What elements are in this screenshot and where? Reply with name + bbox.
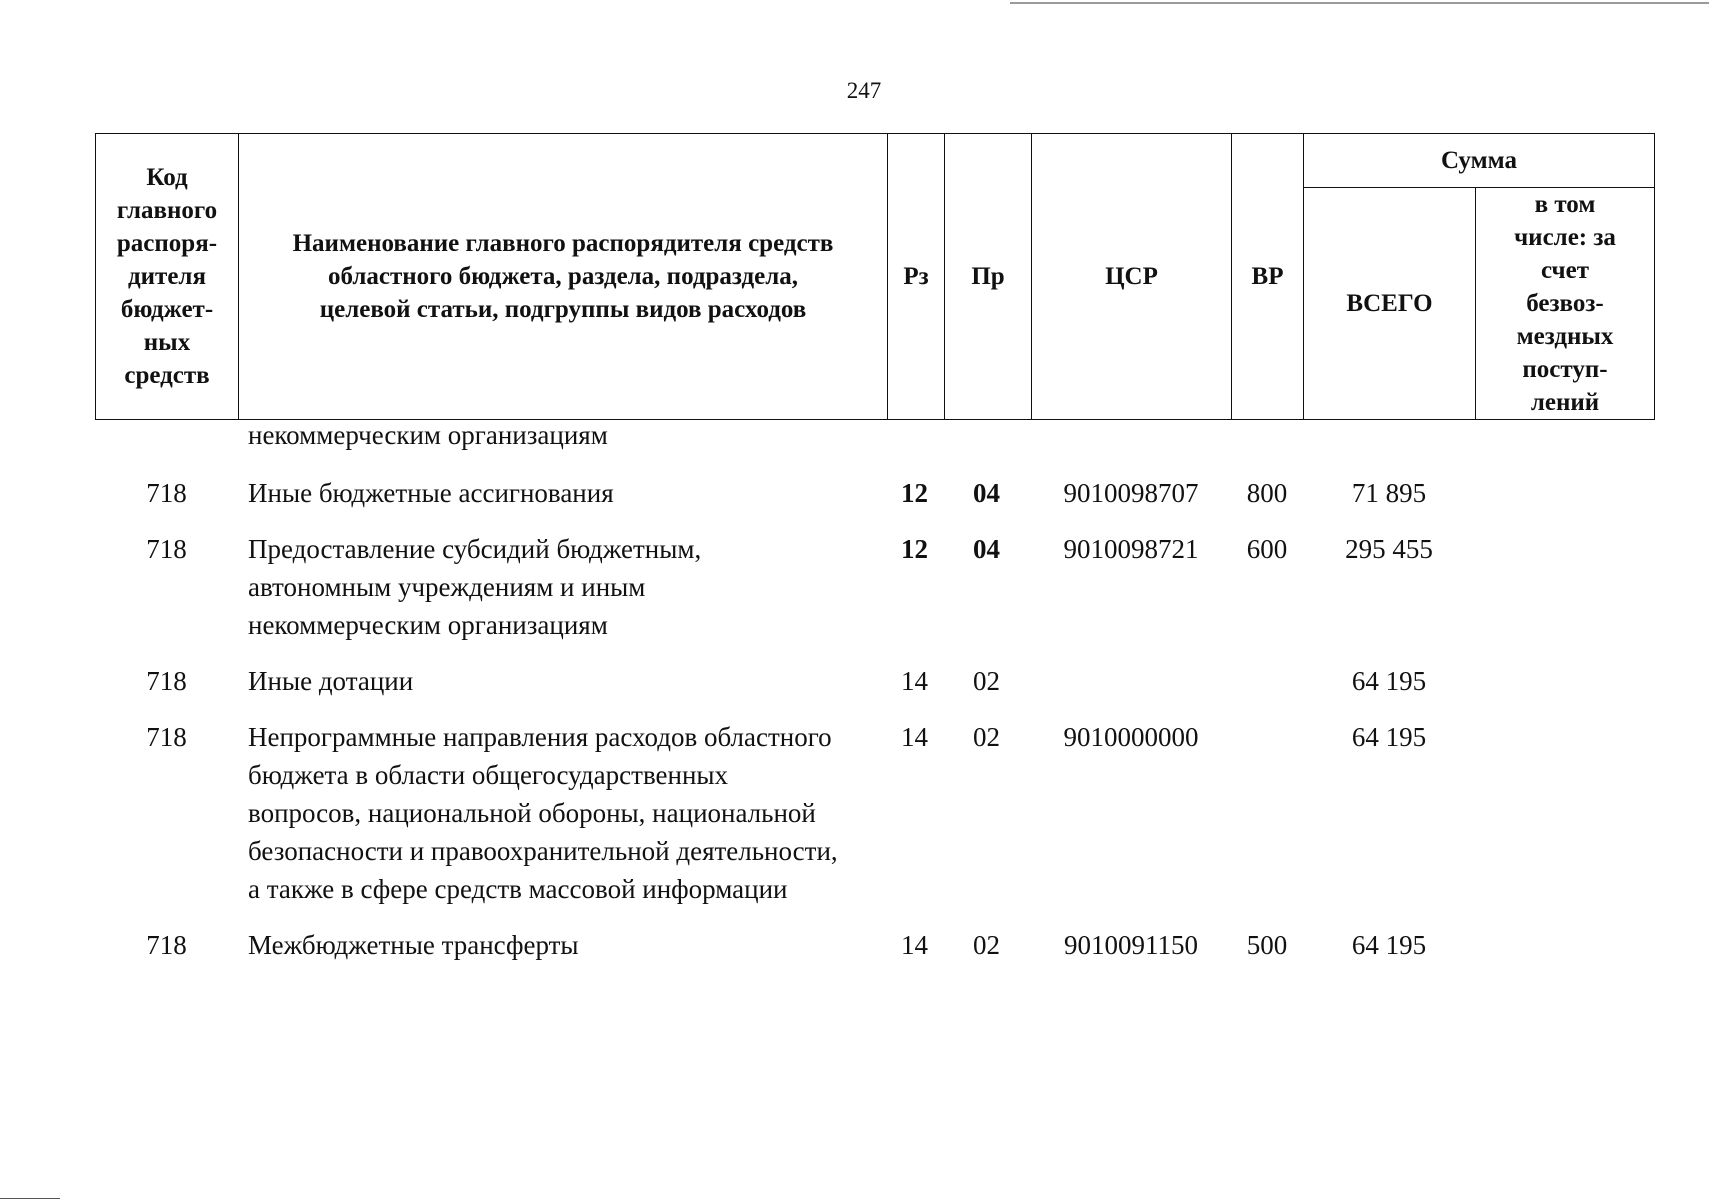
header-line: числе: за xyxy=(1514,224,1616,251)
cell-name xyxy=(248,718,968,908)
header-line: Код xyxy=(146,164,188,191)
header-line: безвоз- xyxy=(1526,290,1604,317)
name-line: а также в сфере средств массовой информации xyxy=(248,874,788,904)
header-name-lines xyxy=(239,227,887,326)
table-row xyxy=(95,662,1654,700)
cell-csr: 9010098707 xyxy=(1063,478,1199,508)
rows-container xyxy=(95,474,1654,964)
table-header xyxy=(95,133,1655,420)
name-line: некоммерческим организациям xyxy=(248,610,608,640)
header-kod-lines xyxy=(96,161,238,392)
table-body xyxy=(95,416,1654,964)
continuation-text: некоммерческим организациям xyxy=(248,420,608,450)
cell-pr: 04 xyxy=(973,478,1000,508)
header-line: ных xyxy=(143,329,191,356)
cell-csr: 9010091150 xyxy=(1064,930,1198,960)
cell-total: 64 195 xyxy=(1351,666,1427,696)
cell-vr: 500 xyxy=(1246,930,1288,960)
header-vr: ВР xyxy=(1232,134,1304,420)
table-row xyxy=(95,718,1654,908)
header-including-lines xyxy=(1476,188,1654,419)
scan-edge-line xyxy=(0,1198,60,1199)
cell-pr: 04 xyxy=(973,534,1000,564)
cell-total: 295 455 xyxy=(1345,534,1433,564)
name-line: автономным учреждениям и иным xyxy=(248,572,646,602)
cell-csr: 9010098721 xyxy=(1063,534,1199,564)
header-line: главного xyxy=(116,197,218,224)
cell-name xyxy=(248,530,968,644)
cell-vr: 600 xyxy=(1246,534,1288,564)
cell-rz: 14 xyxy=(901,722,928,752)
header-rz: Рз xyxy=(888,134,945,420)
name-line: Непрограммные направления расходов областного xyxy=(248,722,832,752)
name-line: Межбюджетные трансферты xyxy=(248,930,579,960)
cell-rz: 12 xyxy=(901,534,928,564)
cell-csr: 9010000000 xyxy=(1063,722,1199,752)
header-line: дителя xyxy=(128,263,206,290)
cell-pr: 02 xyxy=(973,722,1000,752)
header-line: средств xyxy=(124,362,210,389)
cell-name xyxy=(248,926,968,964)
cell-vr: 800 xyxy=(1246,478,1288,508)
header-line: распоря- xyxy=(116,230,218,257)
cell-kod: 718 xyxy=(146,666,187,696)
header-line: поступ- xyxy=(1522,356,1608,383)
cell-total: 71 895 xyxy=(1351,478,1427,508)
cell-rz: 14 xyxy=(901,666,928,696)
page-number: 247 xyxy=(846,78,882,103)
header-line: лений xyxy=(1530,389,1600,416)
header-line: областного бюджета, раздела, подраздела, xyxy=(327,263,799,290)
header-name xyxy=(239,134,888,420)
continuation-row xyxy=(95,416,1654,454)
cell-name xyxy=(248,474,968,512)
cell-kod: 718 xyxy=(146,930,187,960)
name-line: Иные бюджетные ассигнования xyxy=(248,478,614,508)
header-line: в том xyxy=(1534,191,1596,218)
name-line: бюджета в области общегосударственных xyxy=(248,760,729,790)
header-line: Наименование главного распорядителя средств xyxy=(292,230,834,257)
header-kod xyxy=(96,134,239,420)
header-including xyxy=(1476,188,1655,420)
cell-pr: 02 xyxy=(973,930,1000,960)
name-line: Предоставление субсидий бюджетным, xyxy=(248,534,702,564)
header-line: бюджет- xyxy=(120,296,214,323)
cell-kod: 718 xyxy=(146,478,187,508)
cell-rz: 14 xyxy=(901,930,928,960)
cell-pr: 02 xyxy=(973,666,1000,696)
name-line: Иные дотации xyxy=(248,666,414,696)
cell-name xyxy=(248,662,968,700)
header-line: мездных xyxy=(1516,323,1614,350)
scan-edge-line xyxy=(1010,2,1709,4)
header-line: целевой статьи, подгруппы видов расходов xyxy=(319,296,807,323)
table-row xyxy=(95,530,1654,644)
cell-rz: 12 xyxy=(901,478,928,508)
cell-total: 64 195 xyxy=(1351,930,1427,960)
cell-kod: 718 xyxy=(146,534,187,564)
cell-total: 64 195 xyxy=(1351,722,1427,752)
header-summa: Сумма xyxy=(1304,134,1655,188)
cell-kod: 718 xyxy=(146,722,187,752)
table-row xyxy=(95,474,1654,512)
header-pr: Пр xyxy=(945,134,1032,420)
name-line: безопасности и правоохранительной деятельности, xyxy=(248,836,838,866)
header-vsego: ВСЕГО xyxy=(1304,188,1476,420)
table-row xyxy=(95,926,1654,964)
header-csr: ЦСР xyxy=(1032,134,1232,420)
header-line: счет xyxy=(1540,257,1590,284)
name-line: вопросов, национальной обороны, национальной xyxy=(248,798,816,828)
